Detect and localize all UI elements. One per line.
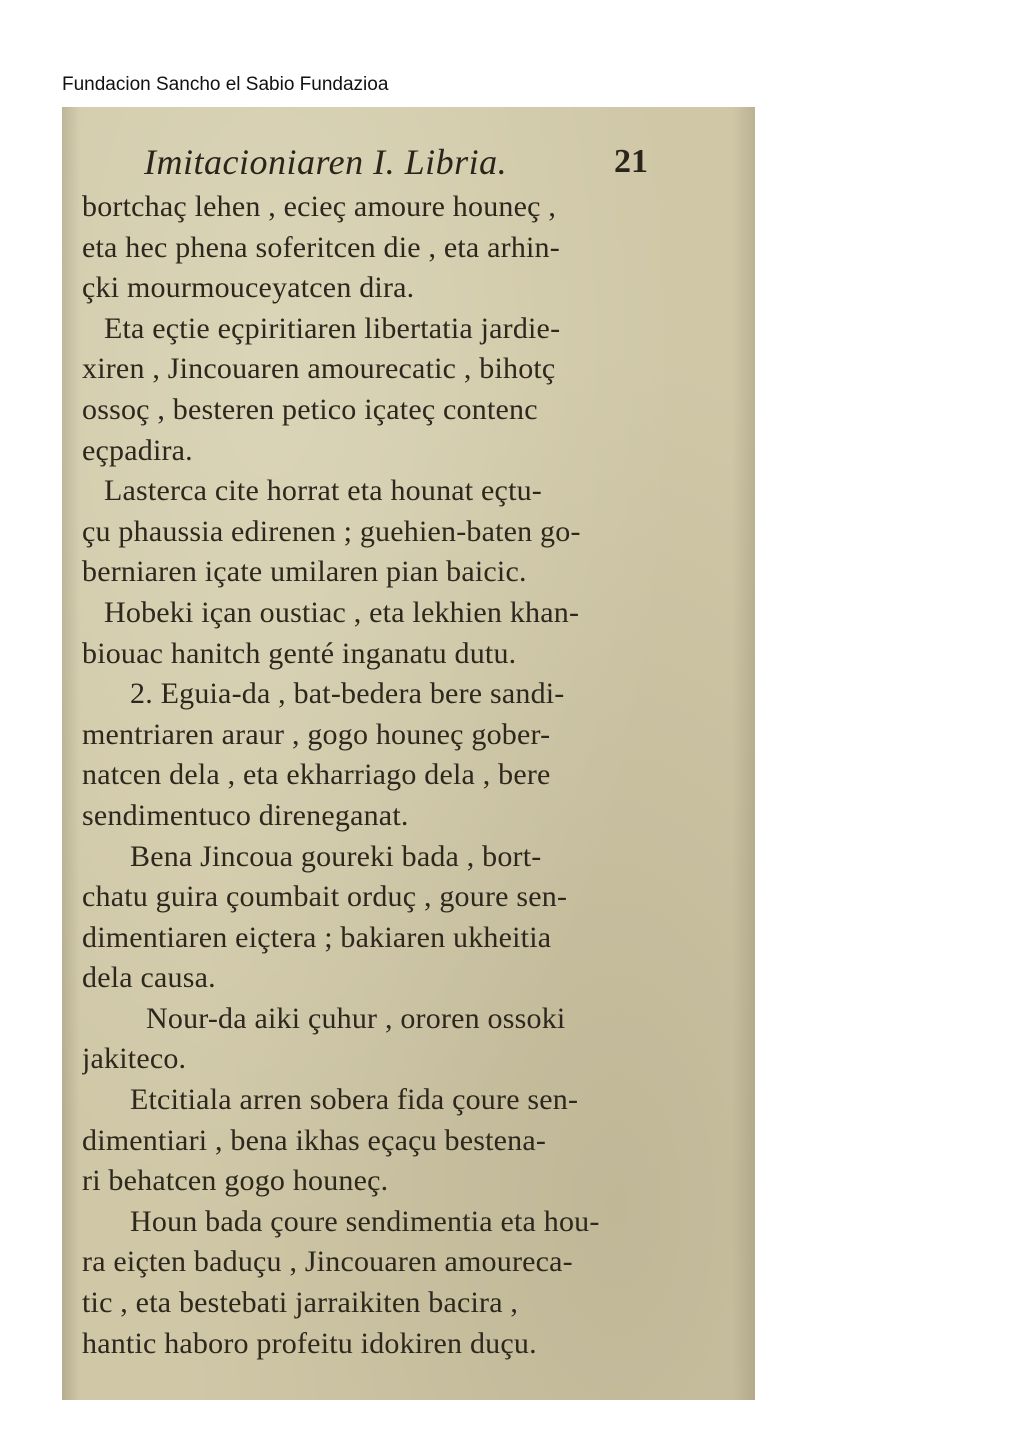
text-line: 2. Eguia-da , bat-bedera bere sandi- [130, 677, 565, 711]
text-line: Bena Jincoua goureki bada , bort- [130, 839, 542, 873]
text-line: tic , eta bestebati jarraikiten bacira , [82, 1286, 519, 1320]
text-line: Eta eçtie eçpiritiaren libertatia jardie- [104, 311, 561, 345]
text-line: Nour-da aiki çuhur , ororen ossoki [146, 1001, 566, 1035]
text-line: natcen dela , eta ekharriago dela , bere [82, 758, 551, 792]
text-line: biouac hanitch genté inganatu dutu. [82, 636, 517, 670]
text-line: çu phaussia edirenen ; guehien-baten go- [82, 514, 581, 548]
text-line: Hobeki içan oustiac , eta lekhien khan- [104, 595, 580, 629]
text-line: çki mourmouceyatcen dira. [82, 271, 415, 305]
text-line: xiren , Jincouaren amourecatic , bihotç [82, 352, 556, 386]
text-line: dimentiari , bena ikhas eçaçu bestena- [82, 1123, 547, 1157]
running-title: Imitacioniaren I. Libria. [144, 142, 508, 182]
text-line: berniaren içate umilaren pian baicic. [82, 555, 527, 589]
text-line: eçpadira. [82, 433, 193, 467]
text-line: ra eiçten baduçu , Jincouaren amoureca- [82, 1245, 573, 1279]
running-head [62, 141, 755, 181]
text-line: bortchaç lehen , ecieç amoure houneç , [82, 190, 557, 223]
text-line: ri behatcen gogo houneç. [82, 1164, 389, 1198]
text-line: dela causa. [82, 961, 216, 995]
scanned-page [62, 107, 755, 1400]
text-line: Etcitiala arren sobera fida çoure sen- [130, 1083, 579, 1117]
text-line: Houn bada çoure sendimentia eta hou- [130, 1204, 600, 1238]
text-line: dimentiaren eiçtera ; bakiaren ukheitia [82, 920, 552, 954]
text-line: Lasterca cite horrat eta hounat eçtu- [104, 474, 542, 508]
text-line: hantic haboro profeitu idokiren duçu. [82, 1326, 537, 1360]
page-number: 21 [614, 143, 648, 180]
text-line: mentriaren araur , gogo houneç gober- [82, 717, 551, 751]
body-text [82, 187, 702, 1364]
text-line: eta hec phena soferitcen die , eta arhin- [82, 230, 560, 264]
text-line: jakiteco. [82, 1042, 187, 1076]
text-line: chatu guira çoumbait orduç , goure sen- [82, 880, 568, 914]
source-header: Fundacion Sancho el Sabio Fundazioa [62, 74, 389, 95]
text-line: ossoç , besteren petico içateç contenc [82, 392, 538, 426]
text-line: sendimentuco direneganat. [82, 798, 409, 832]
